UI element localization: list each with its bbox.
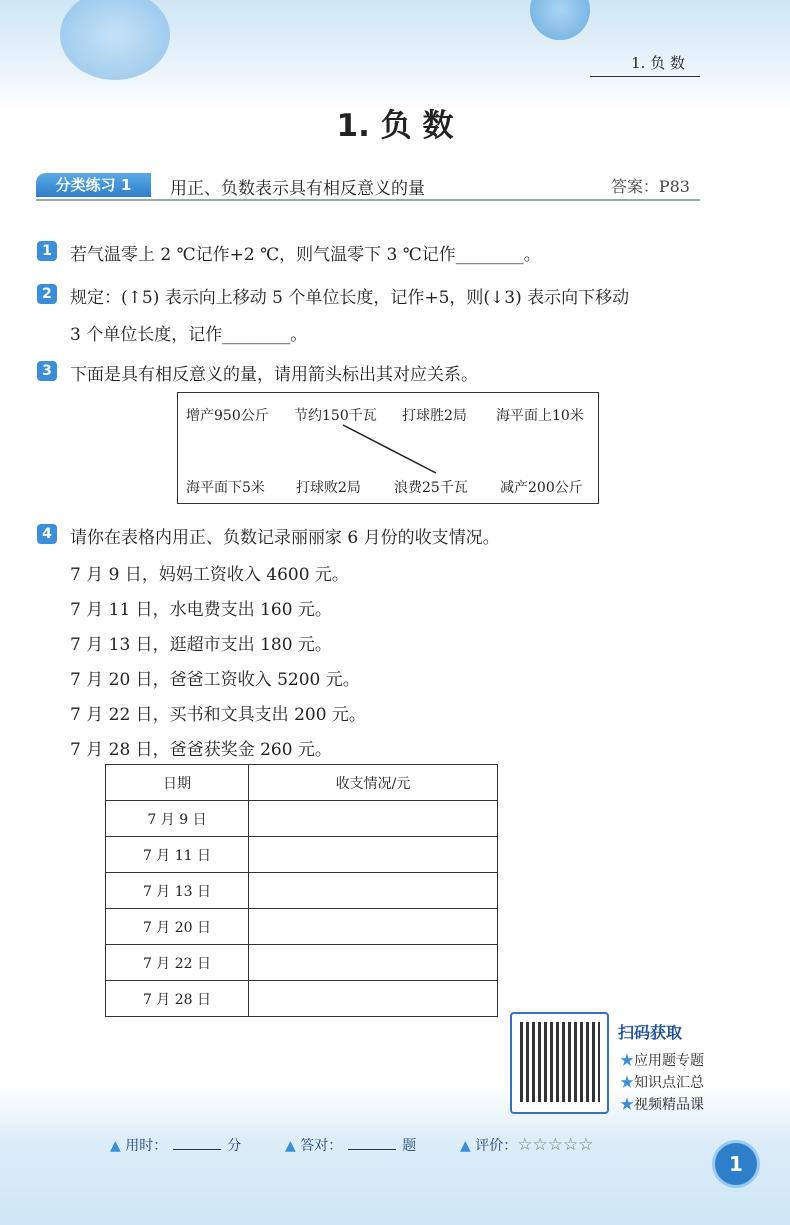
question-number: 4 xyxy=(37,524,57,544)
qr-item xyxy=(620,1094,704,1114)
record-line: 7 月 28 日，爸爸获奖金 260 元。 xyxy=(70,740,332,760)
rating-label: 评价： xyxy=(475,1138,518,1154)
date-cell: 7 月 13 日 xyxy=(106,873,249,909)
page-title: 1. 负 数 xyxy=(336,108,454,144)
correct-blank[interactable] xyxy=(348,1149,396,1150)
amount-cell[interactable] xyxy=(249,837,498,873)
question-2-cont: 3 个单位长度，记作________。 xyxy=(70,325,308,345)
star-icon: ★ xyxy=(620,1053,634,1069)
star-icon: ★ xyxy=(620,1097,634,1113)
qr-pattern xyxy=(520,1022,600,1102)
table-row xyxy=(106,801,498,837)
table-row xyxy=(106,945,498,981)
qr-title: 扫码获取 xyxy=(618,1023,683,1042)
amount-cell[interactable] xyxy=(249,873,498,909)
amount-cell[interactable] xyxy=(249,981,498,1017)
question-number: 3 xyxy=(37,361,57,381)
record-line: 7 月 22 日，买书和文具支出 200 元。 xyxy=(70,705,366,725)
question-1: 若气温零上 2 ℃记作+2 ℃，则气温零下 3 ℃记作________。 xyxy=(70,245,541,265)
question-number: 1 xyxy=(37,241,57,261)
correct-unit: 题 xyxy=(402,1138,417,1154)
date-cell: 7 月 11 日 xyxy=(106,837,249,873)
question-3: 下面是具有相反意义的量，请用箭头标出其对应关系。 xyxy=(70,365,478,385)
table-header: 收支情况/元 xyxy=(249,765,498,801)
rocket-icon: ▲ xyxy=(110,1138,121,1154)
match-item[interactable]: 节约150千瓦 xyxy=(294,408,377,424)
table-row xyxy=(106,837,498,873)
time-label: 用时： xyxy=(125,1138,168,1154)
answer-ref: 答案：P83 xyxy=(610,177,690,196)
record-line: 7 月 9 日，妈妈工资收入 4600 元。 xyxy=(70,565,349,585)
section-bar xyxy=(36,171,700,201)
qr-item-label: 视频精品课 xyxy=(634,1097,704,1113)
match-item[interactable]: 减产200公斤 xyxy=(500,480,583,496)
table-row xyxy=(106,909,498,945)
match-item[interactable]: 打球败2局 xyxy=(296,480,361,496)
table-header: 日期 xyxy=(106,765,249,801)
table-row xyxy=(106,873,498,909)
matching-box xyxy=(177,392,599,504)
qr-item-label: 应用题专题 xyxy=(634,1053,704,1069)
correct-label: 答对： xyxy=(300,1138,343,1154)
time-unit: 分 xyxy=(227,1138,242,1154)
correct-count xyxy=(285,1135,416,1155)
record-line: 7 月 11 日，水电费支出 160 元。 xyxy=(70,600,332,620)
time-used xyxy=(110,1135,241,1155)
table-row xyxy=(106,981,498,1017)
date-cell: 7 月 28 日 xyxy=(106,981,249,1017)
match-item[interactable]: 浪费25千瓦 xyxy=(394,480,468,496)
qr-item-label: 知识点汇总 xyxy=(634,1075,704,1091)
amount-cell[interactable] xyxy=(249,909,498,945)
amount-cell[interactable] xyxy=(249,801,498,837)
section-tag: 分类练习 1 xyxy=(36,173,151,197)
match-item[interactable]: 打球胜2局 xyxy=(402,408,467,424)
time-blank[interactable] xyxy=(173,1149,221,1150)
rating-stars[interactable]: ☆☆☆☆☆ xyxy=(517,1135,594,1155)
section-title: 用正、负数表示具有相反意义的量 xyxy=(170,179,425,199)
question-2: 规定：(↑5) 表示向上移动 5 个单位长度，记作+5，则(↓3) 表示向下移动 xyxy=(70,288,630,308)
page-number: 1 xyxy=(712,1140,760,1188)
date-cell: 7 月 20 日 xyxy=(106,909,249,945)
record-table xyxy=(105,764,498,1017)
rocket-icon: ▲ xyxy=(460,1138,471,1154)
date-cell: 7 月 22 日 xyxy=(106,945,249,981)
question-4: 请你在表格内用正、负数记录丽丽家 6 月份的收支情况。 xyxy=(70,528,500,548)
header-rule xyxy=(590,76,700,77)
date-cell: 7 月 9 日 xyxy=(106,801,249,837)
record-line: 7 月 20 日，爸爸工资收入 5200 元。 xyxy=(70,670,360,690)
match-item[interactable]: 海平面上10米 xyxy=(496,408,584,424)
qr-item xyxy=(620,1072,704,1092)
record-line: 7 月 13 日，逛超市支出 180 元。 xyxy=(70,635,332,655)
match-item[interactable]: 海平面下5米 xyxy=(186,480,265,496)
match-item[interactable]: 增产950公斤 xyxy=(186,408,269,424)
running-header: 1. 负 数 xyxy=(631,54,685,72)
amount-cell[interactable] xyxy=(249,945,498,981)
star-icon: ★ xyxy=(620,1075,634,1091)
rocket-icon: ▲ xyxy=(285,1138,296,1154)
qr-item xyxy=(620,1050,704,1070)
drawn-match-line xyxy=(178,393,598,503)
rating xyxy=(460,1135,593,1155)
qr-code[interactable] xyxy=(510,1012,609,1114)
question-number: 2 xyxy=(37,284,57,304)
